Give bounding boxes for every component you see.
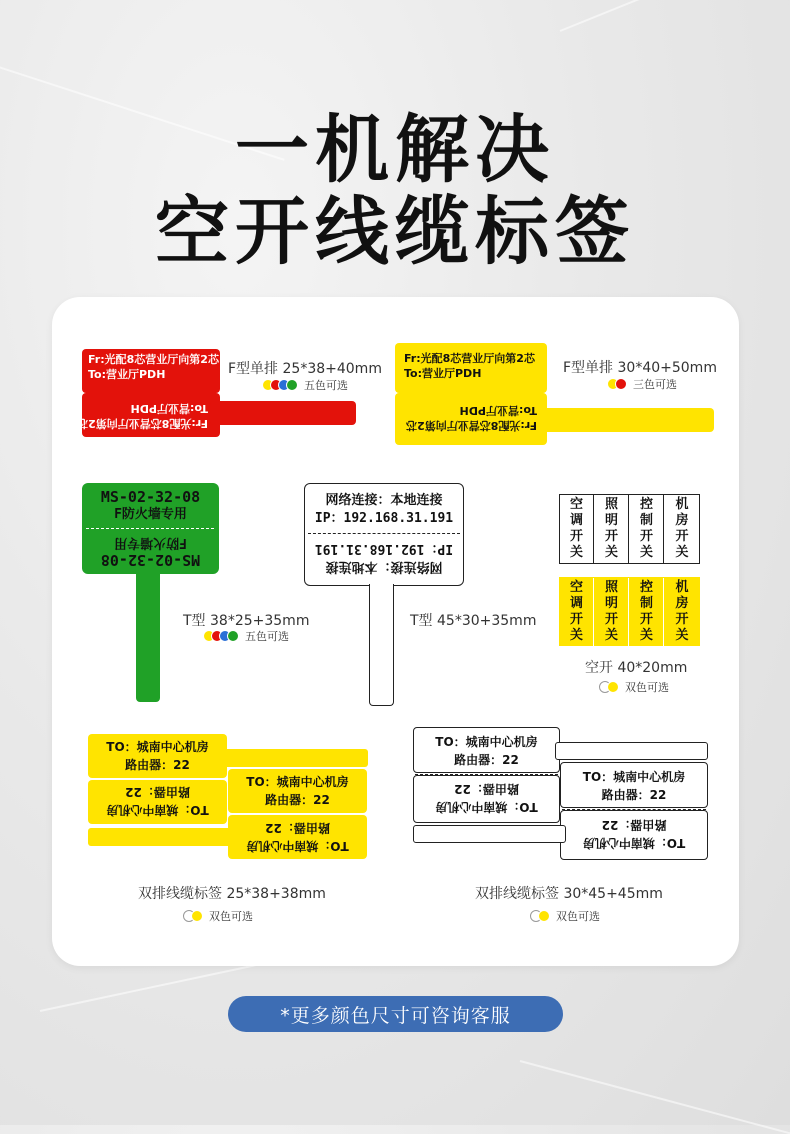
f-red-spec: F型单排 25*38+40mm <box>228 361 382 377</box>
switch-char: 空 <box>569 580 583 595</box>
switch-spec: 空开 40*20mm <box>585 660 688 676</box>
switch-char: 关 <box>639 628 653 643</box>
switch-char: 调 <box>569 513 583 528</box>
marble-vein <box>520 1060 790 1134</box>
color-dots <box>203 630 239 642</box>
switch-char: 开 <box>604 612 618 627</box>
f-red-line2-flipped: To:营业厅PDH <box>130 402 208 415</box>
double-white-b-line1: TO：城南中心机房 <box>582 770 686 784</box>
switch-char: 关 <box>639 545 653 560</box>
switch-char: 关 <box>675 545 689 560</box>
switch-char: 开 <box>569 612 583 627</box>
switch-char: 房 <box>675 596 689 611</box>
switch-cell-white <box>630 495 664 563</box>
switch-cell-yellow <box>560 578 594 646</box>
switch-cell-white <box>665 495 699 563</box>
double-yellow-b-line2-flipped: 路由器：22 <box>265 821 330 835</box>
switch-cell-yellow <box>630 578 664 646</box>
page-title-line2: 空开线缆标签 <box>155 189 635 275</box>
f-yellow-line2-flipped: To:营业厅PDH <box>459 404 537 417</box>
double-white-b-line1-flipped: TO：城南中心机房 <box>582 836 686 850</box>
double-yellow-spec: 双排线缆标签 25*38+38mm <box>138 886 326 902</box>
switch-char: 开 <box>639 612 653 627</box>
f-red-line2: To:营业厅PDH <box>88 368 166 381</box>
double-yellow-a-line2-flipped: 路由器：22 <box>125 785 190 799</box>
color-dots <box>599 681 619 693</box>
double-yellow-b-line1-flipped: TO：城南中心机房 <box>246 839 349 853</box>
f-red-line1-flipped: Fr:光配8芯营业厅向第2芯 <box>77 417 208 430</box>
double-white-spec: 双排线缆标签 30*45+45mm <box>475 886 663 902</box>
f-yellow-spec: F型单排 30*40+50mm <box>563 360 717 376</box>
switch-color-options <box>599 679 669 695</box>
switch-char: 制 <box>639 596 653 611</box>
double-white-color-options <box>530 908 600 924</box>
switch-char: 照 <box>604 497 618 512</box>
double-white-b-line2-flipped: 路由器：22 <box>601 818 667 832</box>
switch-char: 空 <box>569 497 583 512</box>
color-dots <box>183 910 203 922</box>
switch-char: 关 <box>604 628 618 643</box>
double-white-a-line2: 路由器：22 <box>454 753 519 767</box>
t-white-spec: T型 45*30+35mm <box>410 613 537 629</box>
switch-char: 房 <box>675 513 689 528</box>
double-white-a-line1: TO：城南中心机房 <box>435 735 538 749</box>
f-yellow-line1-flipped: Fr:光配8芯营业厅向第2芯 <box>406 419 537 432</box>
t-green-line2: F防火墙专用 <box>114 507 187 522</box>
switch-char: 开 <box>675 529 689 544</box>
double-yellow-color-options <box>183 908 253 924</box>
switch-cell-yellow <box>595 578 629 646</box>
double-yellow-b-line2: 路由器：22 <box>265 793 330 807</box>
switch-char: 开 <box>569 529 583 544</box>
switch-char: 控 <box>639 497 653 512</box>
t-white-line2: IP：192.168.31.191 <box>314 511 454 526</box>
t-white-line2-flipped: IP：192.168.31.191 <box>314 541 454 556</box>
double-yellow-b-line1: TO：城南中心机房 <box>246 775 349 789</box>
customer-service-note: *更多颜色尺寸可咨询客服 <box>228 996 563 1032</box>
switch-cell-yellow <box>665 578 699 646</box>
t-green-colors-label: 五色可选 <box>245 630 289 643</box>
double-yellow-a-line2: 路由器：22 <box>125 758 190 772</box>
color-dots <box>262 379 298 391</box>
switch-char: 明 <box>604 513 618 528</box>
color-dots <box>607 378 627 390</box>
switch-char: 机 <box>675 497 689 512</box>
switch-cell-white <box>595 495 629 563</box>
f-red-color-options <box>262 377 348 393</box>
switch-char: 制 <box>639 513 653 528</box>
double-white-a-line1-flipped: TO：城南中心机房 <box>435 800 538 814</box>
t-white-line1: 网络连接：本地连接 <box>325 493 443 508</box>
switch-char: 开 <box>639 529 653 544</box>
page-title-line1: 一机解决 <box>235 107 555 193</box>
double-white-b-line2: 路由器：22 <box>601 788 667 802</box>
double-yellow-a-line1: TO：城南中心机房 <box>106 740 209 754</box>
f-yellow-line2: To:营业厅PDH <box>404 367 482 380</box>
f-yellow-colors-label: 三色可选 <box>633 378 677 391</box>
t-green-line1: MS-02-32-08 <box>100 488 201 506</box>
double-yellow-a-line1-flipped: TO：城南中心机房 <box>106 803 209 817</box>
f-red-line1: Fr:光配8芯营业厅向第2芯 <box>88 353 219 366</box>
double-white-colors-label: 双色可选 <box>556 910 600 923</box>
t-white-line1-flipped: 网络连接：本地连接 <box>325 559 443 574</box>
t-green-line2-flipped: F防火墙专用 <box>114 535 187 550</box>
switch-char: 照 <box>604 580 618 595</box>
f-yellow-line1: Fr:光配8芯营业厅向第2芯 <box>404 352 535 365</box>
switch-char: 关 <box>675 628 689 643</box>
switch-char: 开 <box>604 529 618 544</box>
marble-vein <box>560 0 790 32</box>
switch-char: 开 <box>675 612 689 627</box>
t-green-color-options <box>203 628 289 644</box>
double-white-a-line2-flipped: 路由器：22 <box>454 782 519 796</box>
t-green-spec: T型 38*25+35mm <box>183 613 310 629</box>
f-yellow-color-options <box>607 376 677 392</box>
switch-char: 机 <box>675 580 689 595</box>
switch-cell-white <box>560 495 594 563</box>
t-green-line1-flipped: MS-02-32-08 <box>100 551 201 569</box>
switch-char: 明 <box>604 596 618 611</box>
switch-char: 关 <box>604 545 618 560</box>
switch-colors-label: 双色可选 <box>625 681 669 694</box>
switch-char: 关 <box>569 545 583 560</box>
switch-char: 调 <box>569 596 583 611</box>
switch-char: 控 <box>639 580 653 595</box>
f-red-colors-label: 五色可选 <box>304 379 348 392</box>
switch-char: 关 <box>569 628 583 643</box>
double-yellow-colors-label: 双色可选 <box>209 910 253 923</box>
color-dots <box>530 910 550 922</box>
